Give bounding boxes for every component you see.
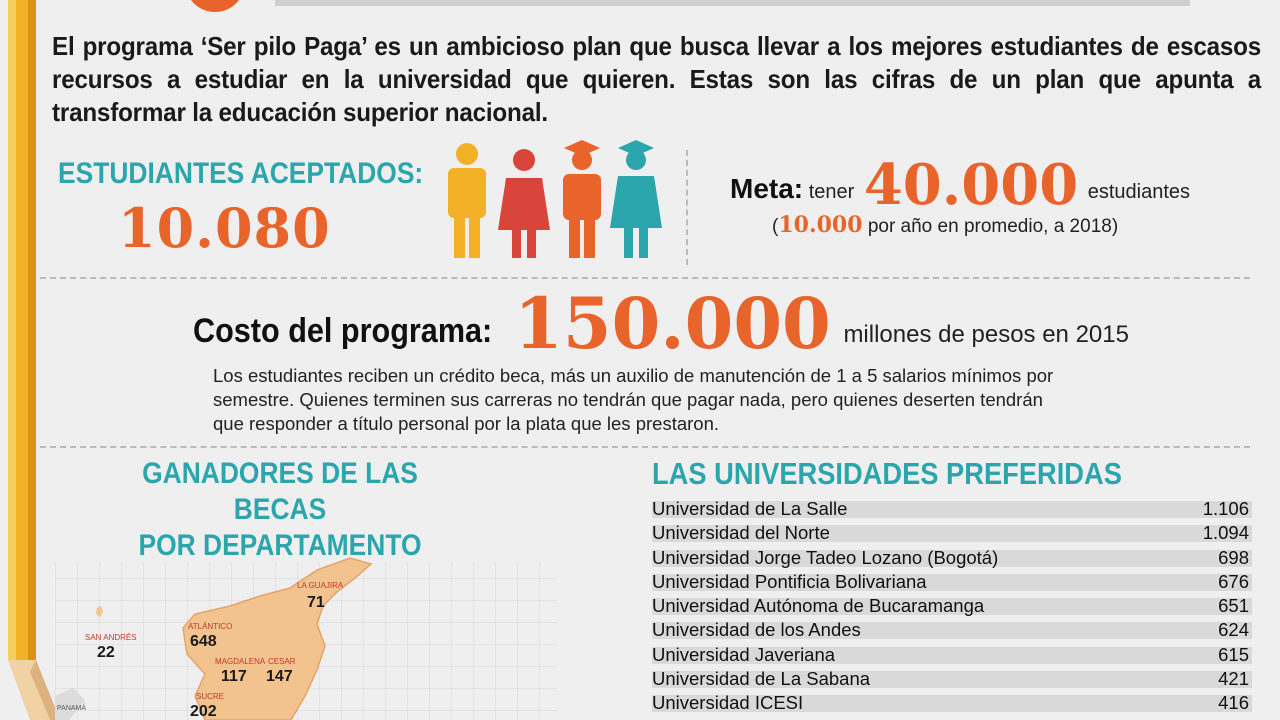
university-count: 615 [1218, 643, 1249, 665]
departments-title [95, 456, 465, 564]
cost-unit: millones de pesos en 2015 [843, 321, 1129, 348]
university-row [652, 618, 1252, 642]
university-count: 421 [1218, 668, 1249, 690]
divider-horizontal-2 [40, 446, 1250, 448]
dept-label: SAN ANDRÉS [85, 633, 137, 642]
colombia-map [55, 556, 565, 720]
dept-label: CESAR [268, 657, 296, 666]
university-name: Universidad Pontificia Bolivariana [652, 570, 927, 592]
goal-label: Meta: [730, 173, 804, 204]
dept-value: 147 [266, 668, 293, 685]
man-icon [448, 143, 486, 258]
universities-list [652, 497, 1252, 716]
students-icons [440, 140, 670, 265]
university-row [652, 521, 1252, 545]
goal-sub-value: 10.000 [778, 212, 863, 238]
accepted-label: ESTUDIANTES ACEPTADOS: [58, 157, 424, 190]
cost-label: Costo del programa: [193, 312, 493, 350]
dept-value: 71 [307, 594, 325, 611]
header-band [70, 0, 1280, 14]
university-count: 1.106 [1202, 498, 1249, 519]
goal-sub-text: por año en promedio, a 2018) [867, 216, 1119, 237]
dept-value: 22 [97, 644, 115, 661]
goal-sub-open: ( [772, 216, 779, 237]
university-row [652, 643, 1252, 667]
divider-horizontal [40, 277, 1250, 279]
graduate-man-icon [563, 140, 601, 258]
dept-value: 117 [221, 668, 247, 685]
goal-pre: tener [808, 181, 855, 203]
university-count: 676 [1218, 570, 1249, 592]
university-count: 416 [1218, 692, 1249, 714]
accepted-value: 10.080 [118, 196, 331, 260]
university-name: Universidad de los Andes [652, 619, 861, 641]
dept-label: MAGDALENA [215, 657, 266, 666]
goal-subline [772, 212, 1118, 238]
dept-value: 648 [190, 633, 217, 650]
dept-label: SUCRE [196, 692, 225, 701]
cost-description: Los estudiantes reciben un crédito beca, más un auxilio de manutención de 1 a 5 salarios mínimos por semestre. Quienes terminen sus carreras no tendrán que pagar nada, pero quienes deserten tendrán que responder a título personal por la plata que les prestaron. [213, 365, 1054, 434]
university-name: Universidad de La Salle [652, 498, 848, 519]
departments-title-line2: POR DEPARTAMENTO [138, 529, 422, 562]
universities-title: LAS UNIVERSIDADES PREFERIDAS [652, 456, 1122, 491]
cost-line [193, 282, 1129, 365]
university-name: Universidad de La Sabana [652, 668, 871, 690]
university-row [652, 570, 1252, 594]
university-row [652, 497, 1252, 521]
university-row [652, 546, 1252, 570]
goal-post: estudiantes [1087, 181, 1191, 203]
panama-label: PANAMÁ [57, 705, 87, 712]
university-row [652, 667, 1252, 691]
cost-value: 150.000 [514, 282, 831, 365]
university-row [652, 691, 1252, 715]
dept-label: LA GUAJIRA [297, 581, 344, 590]
departments-title-line1: GANADORES DE LAS BECAS [142, 457, 418, 526]
department-cesar [266, 657, 296, 685]
goal-line [730, 152, 1190, 218]
university-name: Universidad del Norte [652, 522, 830, 544]
university-count: 698 [1218, 546, 1249, 568]
university-name: Universidad Autónoma de Bucaramanga [652, 595, 985, 617]
university-count: 624 [1218, 619, 1249, 641]
university-count: 1.094 [1202, 522, 1249, 544]
dept-value: 202 [190, 703, 217, 720]
dept-label: ATLÁNTICO [188, 622, 233, 631]
university-name: Universidad Jorge Tadeo Lozano (Bogotá) [652, 546, 999, 568]
university-name: Universidad Javeriana [652, 643, 836, 665]
intro-paragraph: El programa ‘Ser pilo Paga’ es un ambicioso plan que busca llevar a los mejores estudiantes de escasos recursos a estudiar en la universidad que quieren. Estas son las cifras de un plan que apunta a transformar la educación superior nacional. [52, 31, 1261, 127]
woman-icon [498, 149, 550, 258]
university-name: Universidad ICESI [652, 692, 804, 714]
goal-value: 40.000 [863, 152, 1079, 218]
graduate-woman-icon [610, 140, 662, 258]
divider-vertical [686, 150, 688, 265]
university-count: 651 [1218, 595, 1249, 617]
university-row [652, 594, 1252, 618]
header-ornament [70, 0, 1280, 14]
